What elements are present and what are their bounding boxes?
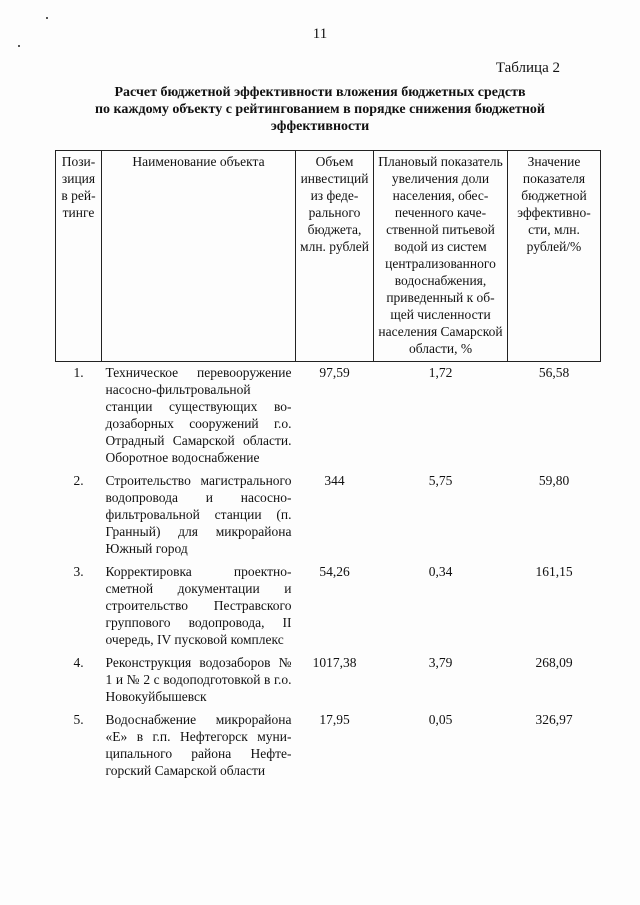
budget-efficiency-table	[55, 150, 601, 783]
cell-indicator: 3,79	[428, 655, 453, 670]
page-number: 11	[312, 26, 328, 42]
cell-name: Строительство магистрального водопровода и насосно-фильтровальной станции (п. Гранный) для микрорайона Южный город	[105, 473, 292, 556]
title-line: Расчет бюджетной эффективности вложения бюджетных средств	[114, 85, 526, 100]
title-line: по каждому объекту с рейтингованием в порядке снижения бюджетной	[94, 102, 545, 117]
table-row	[56, 709, 601, 783]
table-title	[60, 84, 580, 135]
cell-position: 3.	[73, 564, 84, 579]
cell-position: 2.	[73, 473, 84, 488]
cell-position: 4.	[73, 655, 84, 670]
cell-investment: 17,95	[319, 712, 350, 727]
header-investment: Объем инвестиций из федерального бюджета, млн. рублей	[296, 151, 374, 362]
cell-indicator: 5,75	[428, 473, 453, 488]
cell-efficiency: 268,09	[535, 655, 573, 670]
table-row	[56, 561, 601, 652]
scan-speck	[46, 17, 48, 19]
table-row	[56, 470, 601, 561]
cell-name: Водоснабжение микрорайона «Е» в г.п. Нефтегорск муниципального района Нефтегорский Самарской области	[105, 712, 292, 778]
header-name: Наименование объекта	[102, 151, 296, 362]
cell-investment: 54,26	[319, 564, 350, 579]
cell-efficiency: 161,15	[535, 564, 573, 579]
cell-efficiency: 56,58	[538, 365, 570, 380]
cell-investment: 344	[324, 473, 345, 488]
header-indicator: Плановый показатель увеличения доли населения, обеспеченного качественной питьевой водой из систем централизованного водоснабжения, приведенный к общей численности населения Самарской области, %	[374, 151, 508, 362]
cell-position: 5.	[73, 712, 84, 727]
cell-name: Техническое перевооружение насосно-фильтровальной станции существующих водозаборных сооружений г.о. Отрадный Самарской области. Оборотное водоснабжение	[105, 365, 292, 465]
cell-indicator: 1,72	[428, 365, 453, 380]
header-position: Позизиция в рейтинге	[56, 151, 102, 362]
cell-indicator: 0,05	[428, 712, 453, 727]
table-header-row	[56, 151, 601, 362]
header-efficiency: Значение показателя бюджетной эффективности, млн. рублей/%	[508, 151, 601, 362]
table-row	[56, 652, 601, 709]
title-line: эффективности	[270, 119, 370, 134]
cell-name: Корректировка проектно-сметной документации и строительство Пестравского группового водопровода, II очередь, IV пусковой комплекс	[105, 564, 292, 647]
cell-indicator: 0,34	[428, 564, 453, 579]
cell-investment: 97,59	[319, 365, 350, 380]
scan-speck	[18, 45, 20, 47]
cell-efficiency: 59,80	[538, 473, 570, 488]
cell-position: 1.	[73, 365, 84, 380]
table-label: Таблица 2	[495, 60, 560, 76]
cell-efficiency: 326,97	[535, 712, 573, 727]
table-row	[56, 362, 601, 471]
cell-investment: 1017,38	[312, 655, 357, 670]
cell-name: Реконструкция водозаборов № 1 и № 2 с водоподготовкой в г.о. Новокуйбышевск	[105, 655, 292, 704]
